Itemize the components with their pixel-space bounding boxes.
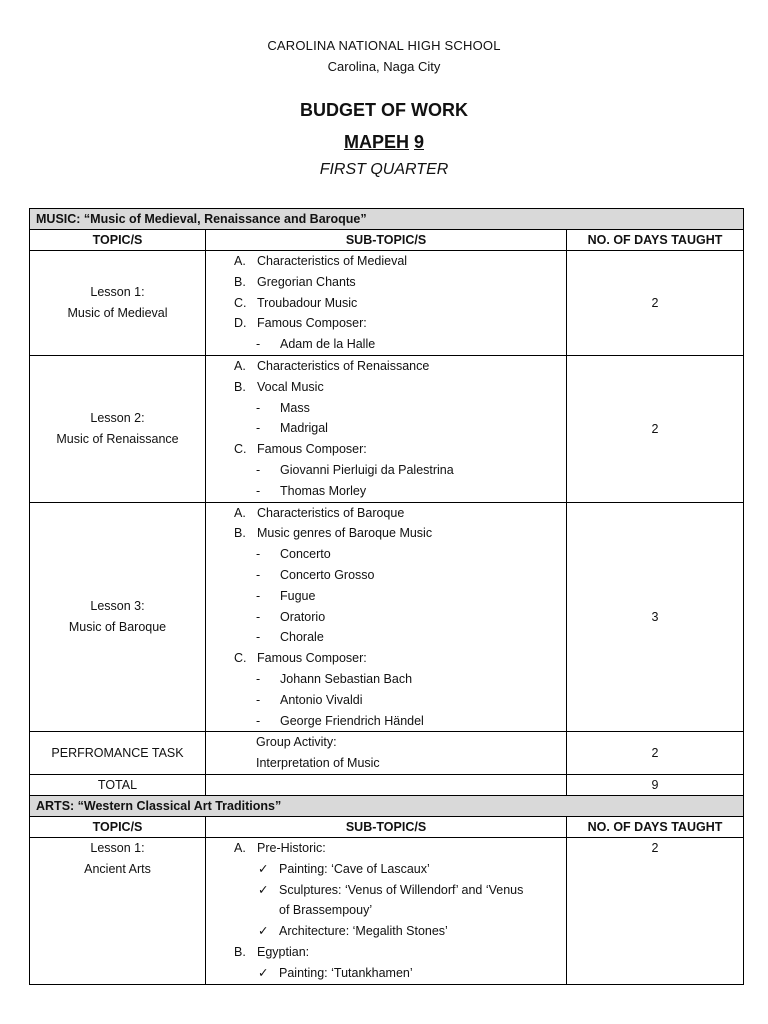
- table-row: [30, 837, 744, 984]
- school-name: CAROLINA NATIONAL HIGH SCHOOL: [267, 38, 501, 53]
- music-section-title: MUSIC: “Music of Medieval, Renaissance and Baroque”: [30, 209, 744, 230]
- sub-list-item: - Chorale: [256, 630, 324, 645]
- arts-column-header-row: [30, 816, 744, 837]
- subtopic-cell: [206, 502, 567, 732]
- empty-cell: [206, 774, 567, 795]
- list-item: B. Egyptian:: [234, 944, 310, 959]
- table-row: [30, 355, 744, 502]
- list-item: A. Pre-Historic:: [234, 840, 326, 855]
- subject-name: MAPEH: [343, 132, 409, 152]
- sub-list-item: - Mass: [256, 400, 310, 415]
- sub-list-item: - Concerto Grosso: [256, 567, 375, 582]
- list-item: C. Troubadour Music: [234, 295, 358, 310]
- check-icon: ✓: [258, 924, 269, 939]
- sub-list-item: - Johann Sebastian Bach: [256, 671, 413, 686]
- quarter-heading: FIRST QUARTER: [319, 161, 449, 178]
- sub-list-item: - Giovanni Pierluigi da Palestrina: [256, 462, 454, 477]
- music-section-header: [30, 209, 744, 230]
- list-item: A. Characteristics of Renaissance: [234, 358, 430, 373]
- lesson-label: Lesson 3:: [90, 598, 145, 613]
- sub-list-item: - Fugue: [256, 588, 316, 603]
- lesson-cell: [30, 502, 206, 732]
- total-days: 9: [567, 774, 744, 795]
- topic-column-header: TOPIC/S: [30, 816, 206, 837]
- lesson-label: Lesson 2:: [90, 410, 145, 425]
- lesson-name: Music of Baroque: [68, 619, 167, 634]
- subject-heading: [0, 132, 768, 153]
- table-row: [30, 502, 744, 732]
- sub-list-item: - Concerto: [256, 547, 331, 562]
- sub-list-item: - George Friendrich Händel: [256, 713, 424, 728]
- check-icon: ✓: [258, 861, 269, 876]
- check-icon: ✓: [258, 882, 269, 897]
- budget-table: [29, 208, 744, 985]
- task-line: Group Activity:: [256, 735, 337, 750]
- topic-column-header: TOPIC/S: [30, 230, 206, 251]
- days-column-header: NO. OF DAYS TAUGHT: [567, 230, 744, 251]
- sub-list-item: - Thomas Morley: [256, 483, 367, 498]
- days-cell: 2: [567, 837, 744, 984]
- lesson-name: Ancient Arts: [84, 861, 151, 876]
- document-title: BUDGET OF WORK: [300, 100, 468, 120]
- list-item: B. Vocal Music: [234, 379, 324, 394]
- subtopic-column-header: SUB-TOPIC/S: [206, 816, 567, 837]
- check-list-item: ✓ Sculptures: ‘Venus of Willendorf’ and ‘Venus: [206, 880, 566, 901]
- total-row: [30, 774, 744, 795]
- total-label: TOTAL: [30, 774, 206, 795]
- list-item: B. Music genres of Baroque Music: [234, 526, 433, 541]
- task-line: Interpretation of Music: [256, 756, 380, 771]
- performance-task-label: PERFROMANCE TASK: [30, 732, 206, 775]
- lesson-label: Lesson 1:: [90, 284, 145, 299]
- subtopic-cell: [206, 837, 567, 984]
- days-column-header: NO. OF DAYS TAUGHT: [567, 816, 744, 837]
- check-list-item: ✓ Architecture: ‘Megalith Stones’: [206, 921, 566, 942]
- check-list-item: ✓ Painting: ‘Cave of Lascaux’: [206, 859, 566, 880]
- list-item: D. Famous Composer:: [234, 316, 367, 331]
- days-cell: 2: [567, 251, 744, 356]
- check-list-item: ✓ Painting: ‘Tutankhamen’: [206, 963, 566, 984]
- check-icon: ✓: [258, 965, 269, 980]
- lesson-name: Music of Medieval: [67, 305, 168, 320]
- list-item: A. Characteristics of Medieval: [234, 254, 408, 268]
- days-cell: 3: [567, 502, 744, 732]
- lesson-label: Lesson 1:: [90, 840, 145, 855]
- subject-grade: 9: [414, 132, 425, 152]
- subtopic-cell: [206, 355, 567, 502]
- sub-list-item: - Oratorio: [256, 609, 326, 624]
- check-list-item-continued: of Brassempouy’: [279, 903, 373, 918]
- school-address: Carolina, Naga City: [327, 59, 441, 74]
- lesson-name: Music of Renaissance: [56, 431, 179, 446]
- subtopic-column-header: SUB-TOPIC/S: [206, 230, 567, 251]
- table-row: [30, 732, 744, 775]
- arts-section-header: [30, 795, 744, 816]
- days-cell: 2: [567, 732, 744, 775]
- subtopic-cell: [206, 732, 567, 775]
- lesson-cell: [30, 355, 206, 502]
- sub-list-item: - Adam de la Halle: [256, 337, 376, 352]
- table-row: [30, 251, 744, 356]
- subtopic-cell: [206, 251, 567, 356]
- list-item: A. Characteristics of Baroque: [234, 505, 405, 520]
- list-item: C. Famous Composer:: [234, 442, 367, 457]
- music-column-header-row: [30, 230, 744, 251]
- list-item: C. Famous Composer:: [234, 651, 367, 666]
- arts-section-title: ARTS: “Western Classical Art Traditions”: [30, 795, 744, 816]
- sub-list-item: - Madrigal: [256, 421, 328, 436]
- days-cell: 2: [567, 355, 744, 502]
- sub-list-item: - Antonio Vivaldi: [256, 692, 363, 707]
- lesson-cell: [30, 837, 206, 984]
- lesson-cell: [30, 251, 206, 356]
- list-item: B. Gregorian Chants: [234, 274, 356, 289]
